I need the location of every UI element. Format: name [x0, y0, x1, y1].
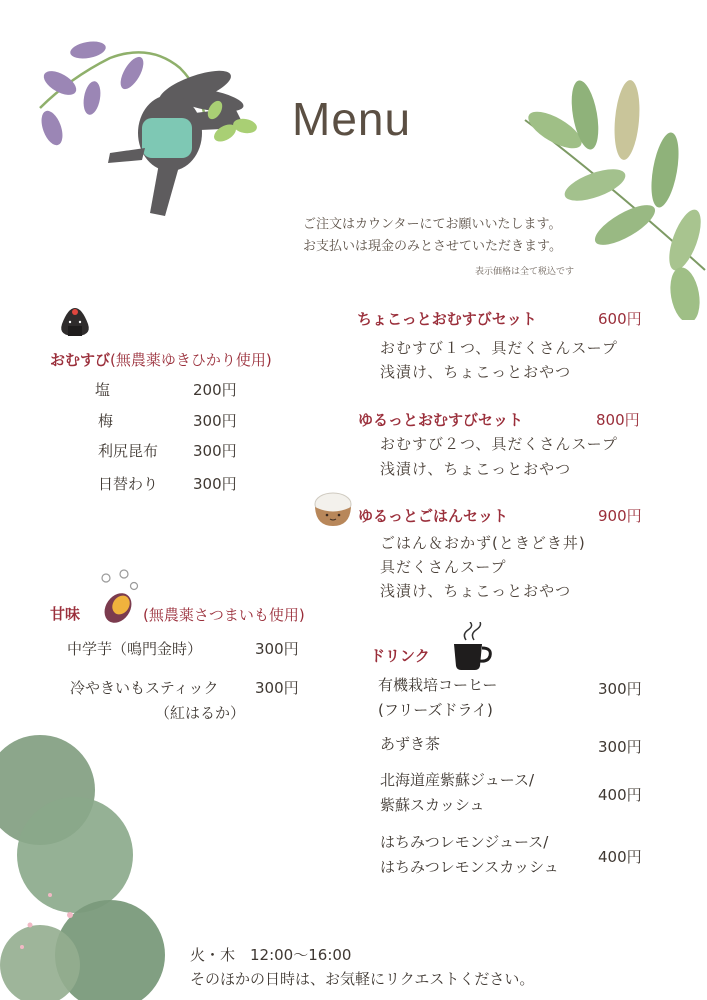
set-line: 浅漬け、ちょこっとおやつ	[380, 582, 572, 600]
set-line: 浅漬け、ちょこっとおやつ	[380, 460, 572, 478]
drink-item	[380, 732, 440, 757]
omusubi-heading	[50, 349, 272, 370]
set-name: ゆるっとごはんセット	[358, 507, 509, 525]
footer-hours	[190, 943, 534, 991]
drink-heading: ドリンク	[370, 647, 430, 665]
drink-item-line1: 北海道産紫蘇ジュース/	[380, 771, 535, 789]
rice-bowl-icon	[312, 490, 354, 528]
set-price: 600円	[598, 310, 642, 328]
amami-heading-sub: (無農薬さつまいも使用)	[143, 606, 305, 624]
amami-heading	[50, 603, 80, 624]
amami-item-name: 冷やきいもスティック	[70, 679, 219, 697]
leaf-branch	[515, 70, 707, 320]
omusubi-item-price: 300円	[193, 442, 237, 460]
page-title: Menu	[292, 93, 412, 145]
omusubi-item-price: 300円	[193, 475, 237, 493]
drink-item-line2: はちみつレモンスカッシュ	[380, 858, 559, 876]
tax-note: 表示価格は全て税込です	[475, 267, 575, 277]
set-line: 浅漬け、ちょこっとおやつ	[380, 363, 572, 381]
amami-item-sub: （紅はるか）	[155, 704, 246, 722]
omusubi-item-name: 利尻昆布	[98, 442, 159, 460]
onigiri-icon	[58, 306, 92, 338]
amami-item-name: 中学芋（鳴門金時）	[67, 640, 203, 658]
omusubi-item-price: 200円	[193, 381, 237, 399]
amami-heading-main: 甘味	[50, 605, 81, 623]
omusubi-item-price: 300円	[193, 412, 237, 430]
omusubi-heading-main: おむすび	[50, 351, 111, 369]
drink-item-line2: (フリーズドライ)	[378, 701, 493, 719]
set-line: ごはん＆おかず(ときどき丼)	[380, 534, 586, 552]
set-price: 900円	[598, 507, 642, 525]
drink-item-line1: 有機栽培コーヒー	[378, 676, 498, 694]
amami-item-price: 300円	[255, 679, 299, 697]
drink-item-price: 400円	[598, 848, 642, 866]
set-name: ちょこっとおむすびセット	[357, 310, 537, 328]
omusubi-item-name: 塩	[95, 381, 111, 399]
set-name: ゆるっとおむすびセット	[358, 411, 524, 429]
drink-item-price: 300円	[598, 680, 642, 698]
sweet-potato-icon	[96, 568, 144, 626]
coffee-cup-icon	[450, 622, 494, 672]
omusubi-heading-sub: (無農薬ゆきひかり使用)	[110, 351, 272, 369]
drink-item-line1: はちみつレモンジュース/	[380, 833, 549, 851]
drink-item-price: 400円	[598, 786, 642, 804]
notice-line-1: ご注文はカウンターにてお願いいたします。	[303, 217, 562, 232]
drink-item	[378, 673, 497, 723]
drink-item-price: 300円	[598, 738, 642, 756]
notice-line-2: お支払いは現金のみとさせていただきます。	[303, 239, 562, 254]
footer-line-2: そのほかの日時は、お気軽にリクエストください。	[190, 970, 535, 988]
set-price: 800円	[596, 411, 640, 429]
amami-item-price: 300円	[255, 640, 299, 658]
footer-line-1: 火・木 12:00～16:00	[190, 946, 352, 964]
set-line: おむすび２つ、具だくさんスープ	[380, 435, 618, 453]
set-line: おむすび１つ、具だくさんスープ	[380, 339, 618, 357]
eucalyptus-leaves	[0, 715, 180, 1000]
omusubi-item-name: 梅	[98, 412, 114, 430]
set-line: 具だくさんスープ	[380, 558, 507, 576]
drink-item	[380, 830, 559, 880]
drink-item	[380, 768, 534, 818]
omusubi-item-name: 日替わり	[98, 475, 159, 493]
drink-item-line1: あずき茶	[380, 735, 441, 753]
rabbit-illustration	[30, 38, 270, 223]
notice	[303, 214, 562, 258]
drink-item-line2: 紫蘇スカッシュ	[380, 796, 485, 814]
